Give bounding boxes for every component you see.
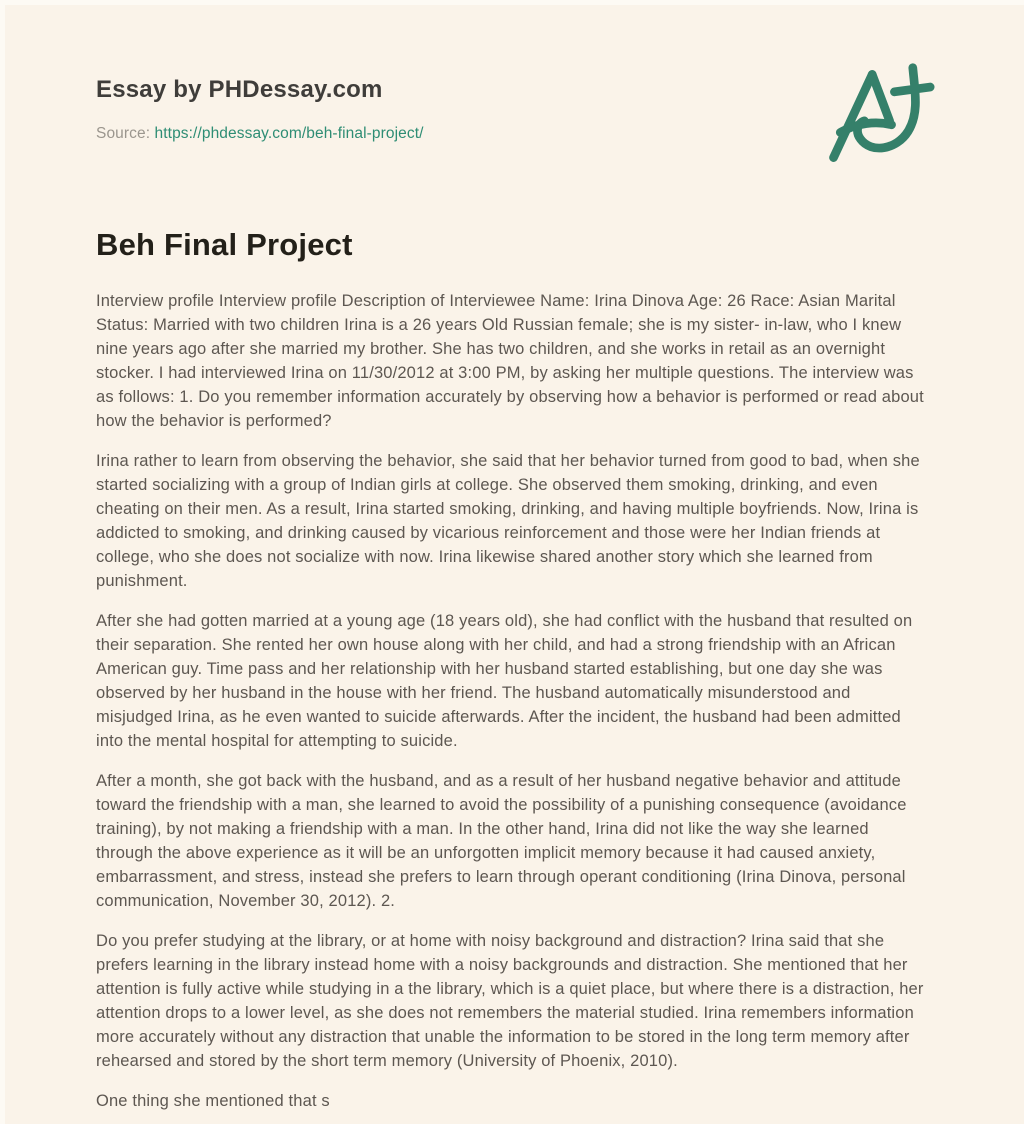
paragraph: Irina rather to learn from observing the behavior, she said that her behavior turned from good to bad, when she started socializing with a group of Indian girls at college. She observed them smoking, drinking, and even cheating on their men. As a result, Irina started smoking, drinking, and having multiple boyfriends. Now, Irina is addicted to smoking, and drinking caused by vicarious reinforcement and those were her Indian friends at college, who she does not socialize with now. Irina likewise shared another story which she learned from punishment. — [96, 452, 920, 590]
paragraph: Interview profile Interview profile Description of Interviewee Name: Irina Dinova Age: 26 Race: Asian Marital Status: Married with two children Irina is a 26 years Old Russian female; she is my sister- in-law, who I knew nine years ago after she married my brother. She has two children, and she works in retail as an overnight stocker. I had interviewed Irina on 11/30/2012 at 3:00 PM, by asking her multiple questions. The interview was as follows: 1. Do you remember information accurately by observing how a behavior is performed or read about how the behavior is performed? — [96, 292, 924, 430]
paragraph: One thing she mentioned that s — [96, 1092, 330, 1110]
paragraph: After she had gotten married at a young age (18 years old), she had conflict with the husband that resulted on their separation. She rented her own house along with her child, and had a strong friendship with an African American guy. Time pass and her relationship with her husband started establishing, but one day she was observed by her husband in the house with her friend. The husband automatically misunderstood and misjudged Irina, as he even wanted to suicide afterwards. After the incident, the husband had been admitted into the mental hospital for attempting to suicide. — [96, 612, 913, 750]
page-title: Beh Final Project — [96, 227, 353, 262]
phdessay-a-plus-logo-icon — [820, 60, 936, 174]
paragraph: After a month, she got back with the husband, and as a result of her husband negative behavior and attitude toward the friendship with a man, she learned to avoid the possibility of a punishing consequence (avoidance training), by not making a friendship with a man. In the other hand, Irina did not like the way she learned through the above experience as it will be an unforgotten implicit memory because it had caused anxiety, embarrassment, and stress, instead she prefers to learn through operant conditioning (Irina Dinova, personal communication, November 30, 2012). 2. — [96, 772, 907, 910]
source-line — [96, 125, 928, 143]
paragraph: Do you prefer studying at the library, or at home with noisy background and distraction? Irina said that she prefers learning in the library instead home with a noisy backgrounds and distraction. She mentioned that her attention is fully active while studying in a the library, which is a quiet place, but where there is a distraction, her attention drops to a lower level, as she does not remembers the material studied. Irina remembers information more accurately without any distraction that unable the information to be stored in the long term memory after rehearsed and stored by the short term memory (University of Phoenix, 2010). — [96, 932, 924, 1070]
essay-body — [96, 289, 928, 1113]
source-label: Source: — [96, 125, 151, 142]
byline: Essay by PHDessay.com — [96, 76, 383, 103]
source-url-link[interactable]: https://phdessay.com/beh-final-project/ — [154, 125, 424, 142]
